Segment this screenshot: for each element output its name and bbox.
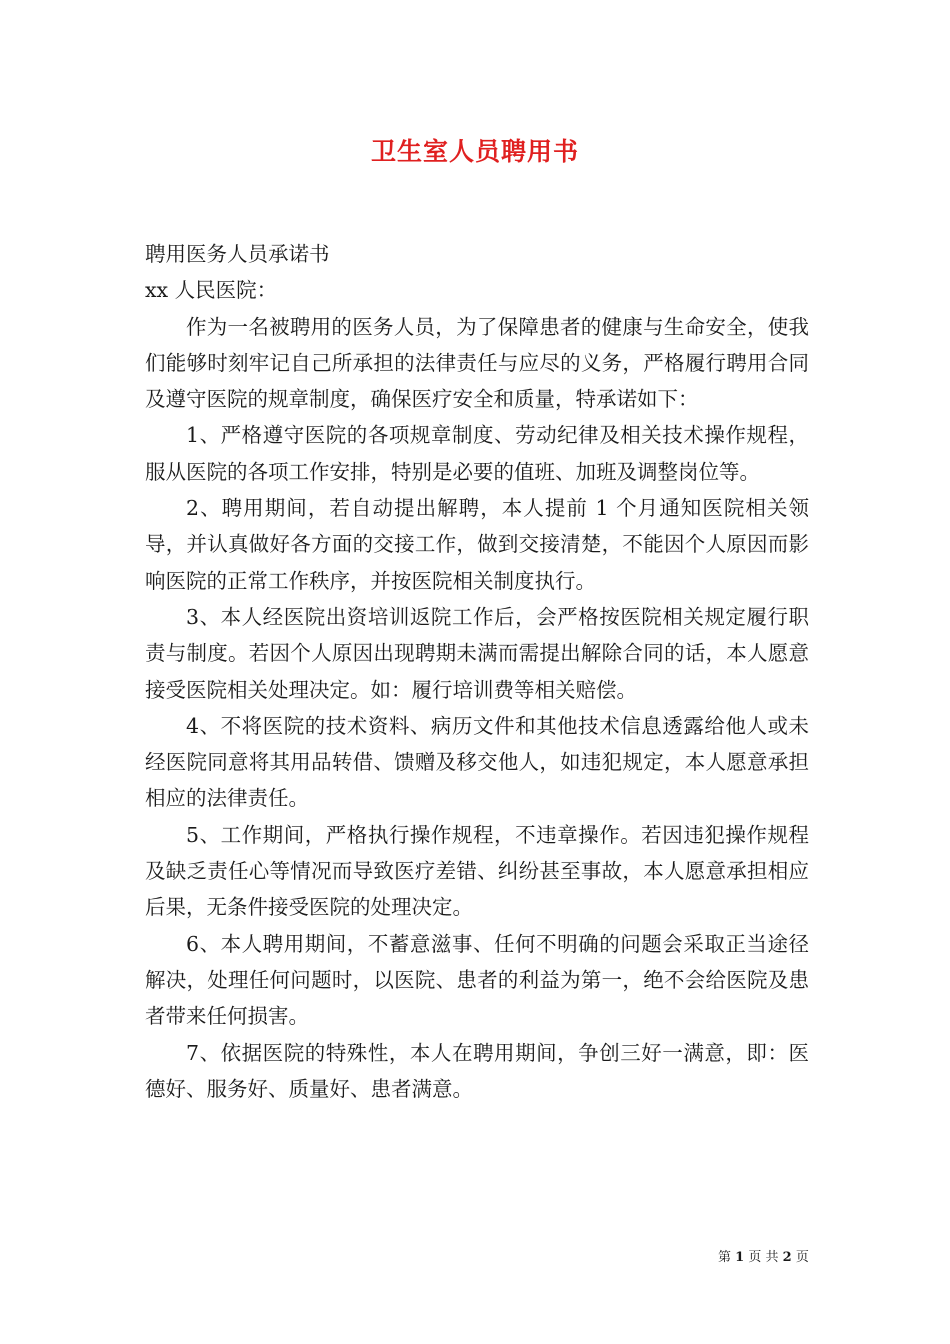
footer-middle: 页 共 xyxy=(748,1250,779,1265)
document-title: 卫生室人员聘用书 xyxy=(370,137,579,166)
paragraph-item-7: 7、依据医院的特殊性，本人在聘用期间，争创三好一满意，即：医德好、服务好、质量好、患者满意。 xyxy=(145,1040,809,1101)
footer-prefix: 第 xyxy=(718,1250,732,1265)
paragraph-item-1: 1、严格遵守医院的各项规章制度、劳动纪律及相关技术操作规程，服从医院的各项工作安排，特别是必要的值班、加班及调整岗位等。 xyxy=(145,423,809,484)
footer-suffix: 页 xyxy=(795,1250,809,1265)
document-body xyxy=(145,236,809,1107)
footer-total-pages: 2 xyxy=(782,1250,792,1265)
letter-salutation: xx 人民医院： xyxy=(145,278,278,303)
letter-heading: 聘用医务人员承诺书 xyxy=(145,242,330,266)
footer-current-page: 1 xyxy=(735,1250,745,1265)
paragraph-item-3: 3、本人经医院出资培训返院工作后，会严格按医院相关规定履行职责与制度。若因个人原因出现聘期未满而需提出解除合同的话，本人愿意接受医院相关处理决定。如：履行培训费等相关赔偿。 xyxy=(145,604,809,702)
paragraph-item-2: 2、聘用期间，若自动提出解聘，本人提前 1 个月通知医院相关领导，并认真做好各方面的交接工作，做到交接清楚，不能因个人原因而影响医院的正常工作秩序，并按医院相关制度执行。 xyxy=(145,496,809,593)
paragraph-item-4: 4、不将医院的技术资料、病历文件和其他技术信息透露给他人或未经医院同意将其用品转借、馈赠及移交他人，如违犯规定，本人愿意承担相应的法律责任。 xyxy=(145,713,809,811)
paragraph-item-5: 5、工作期间，严格执行操作规程，不违章操作。若因违犯操作规程及缺乏责任心等情况而导致医疗差错、纠纷甚至事故，本人愿意承担相应后果，无条件接受医院的处理决定。 xyxy=(145,822,809,920)
page-number-footer xyxy=(718,1246,809,1265)
paragraph-item-6: 6、本人聘用期间，不蓄意滋事、任何不明确的问题会采取正当途径解决，处理任何问题时，以医院、患者的利益为第一，绝不会给医院及患者带来任何损害。 xyxy=(145,931,809,1029)
paragraph-intro: 作为一名被聘用的医务人员，为了保障患者的健康与生命安全，使我们能够时刻牢记自己所承担的法律责任与应尽的义务，严格履行聘用合同及遵守医院的规章制度，确保医疗安全和质量，特承诺如下： xyxy=(145,314,809,412)
